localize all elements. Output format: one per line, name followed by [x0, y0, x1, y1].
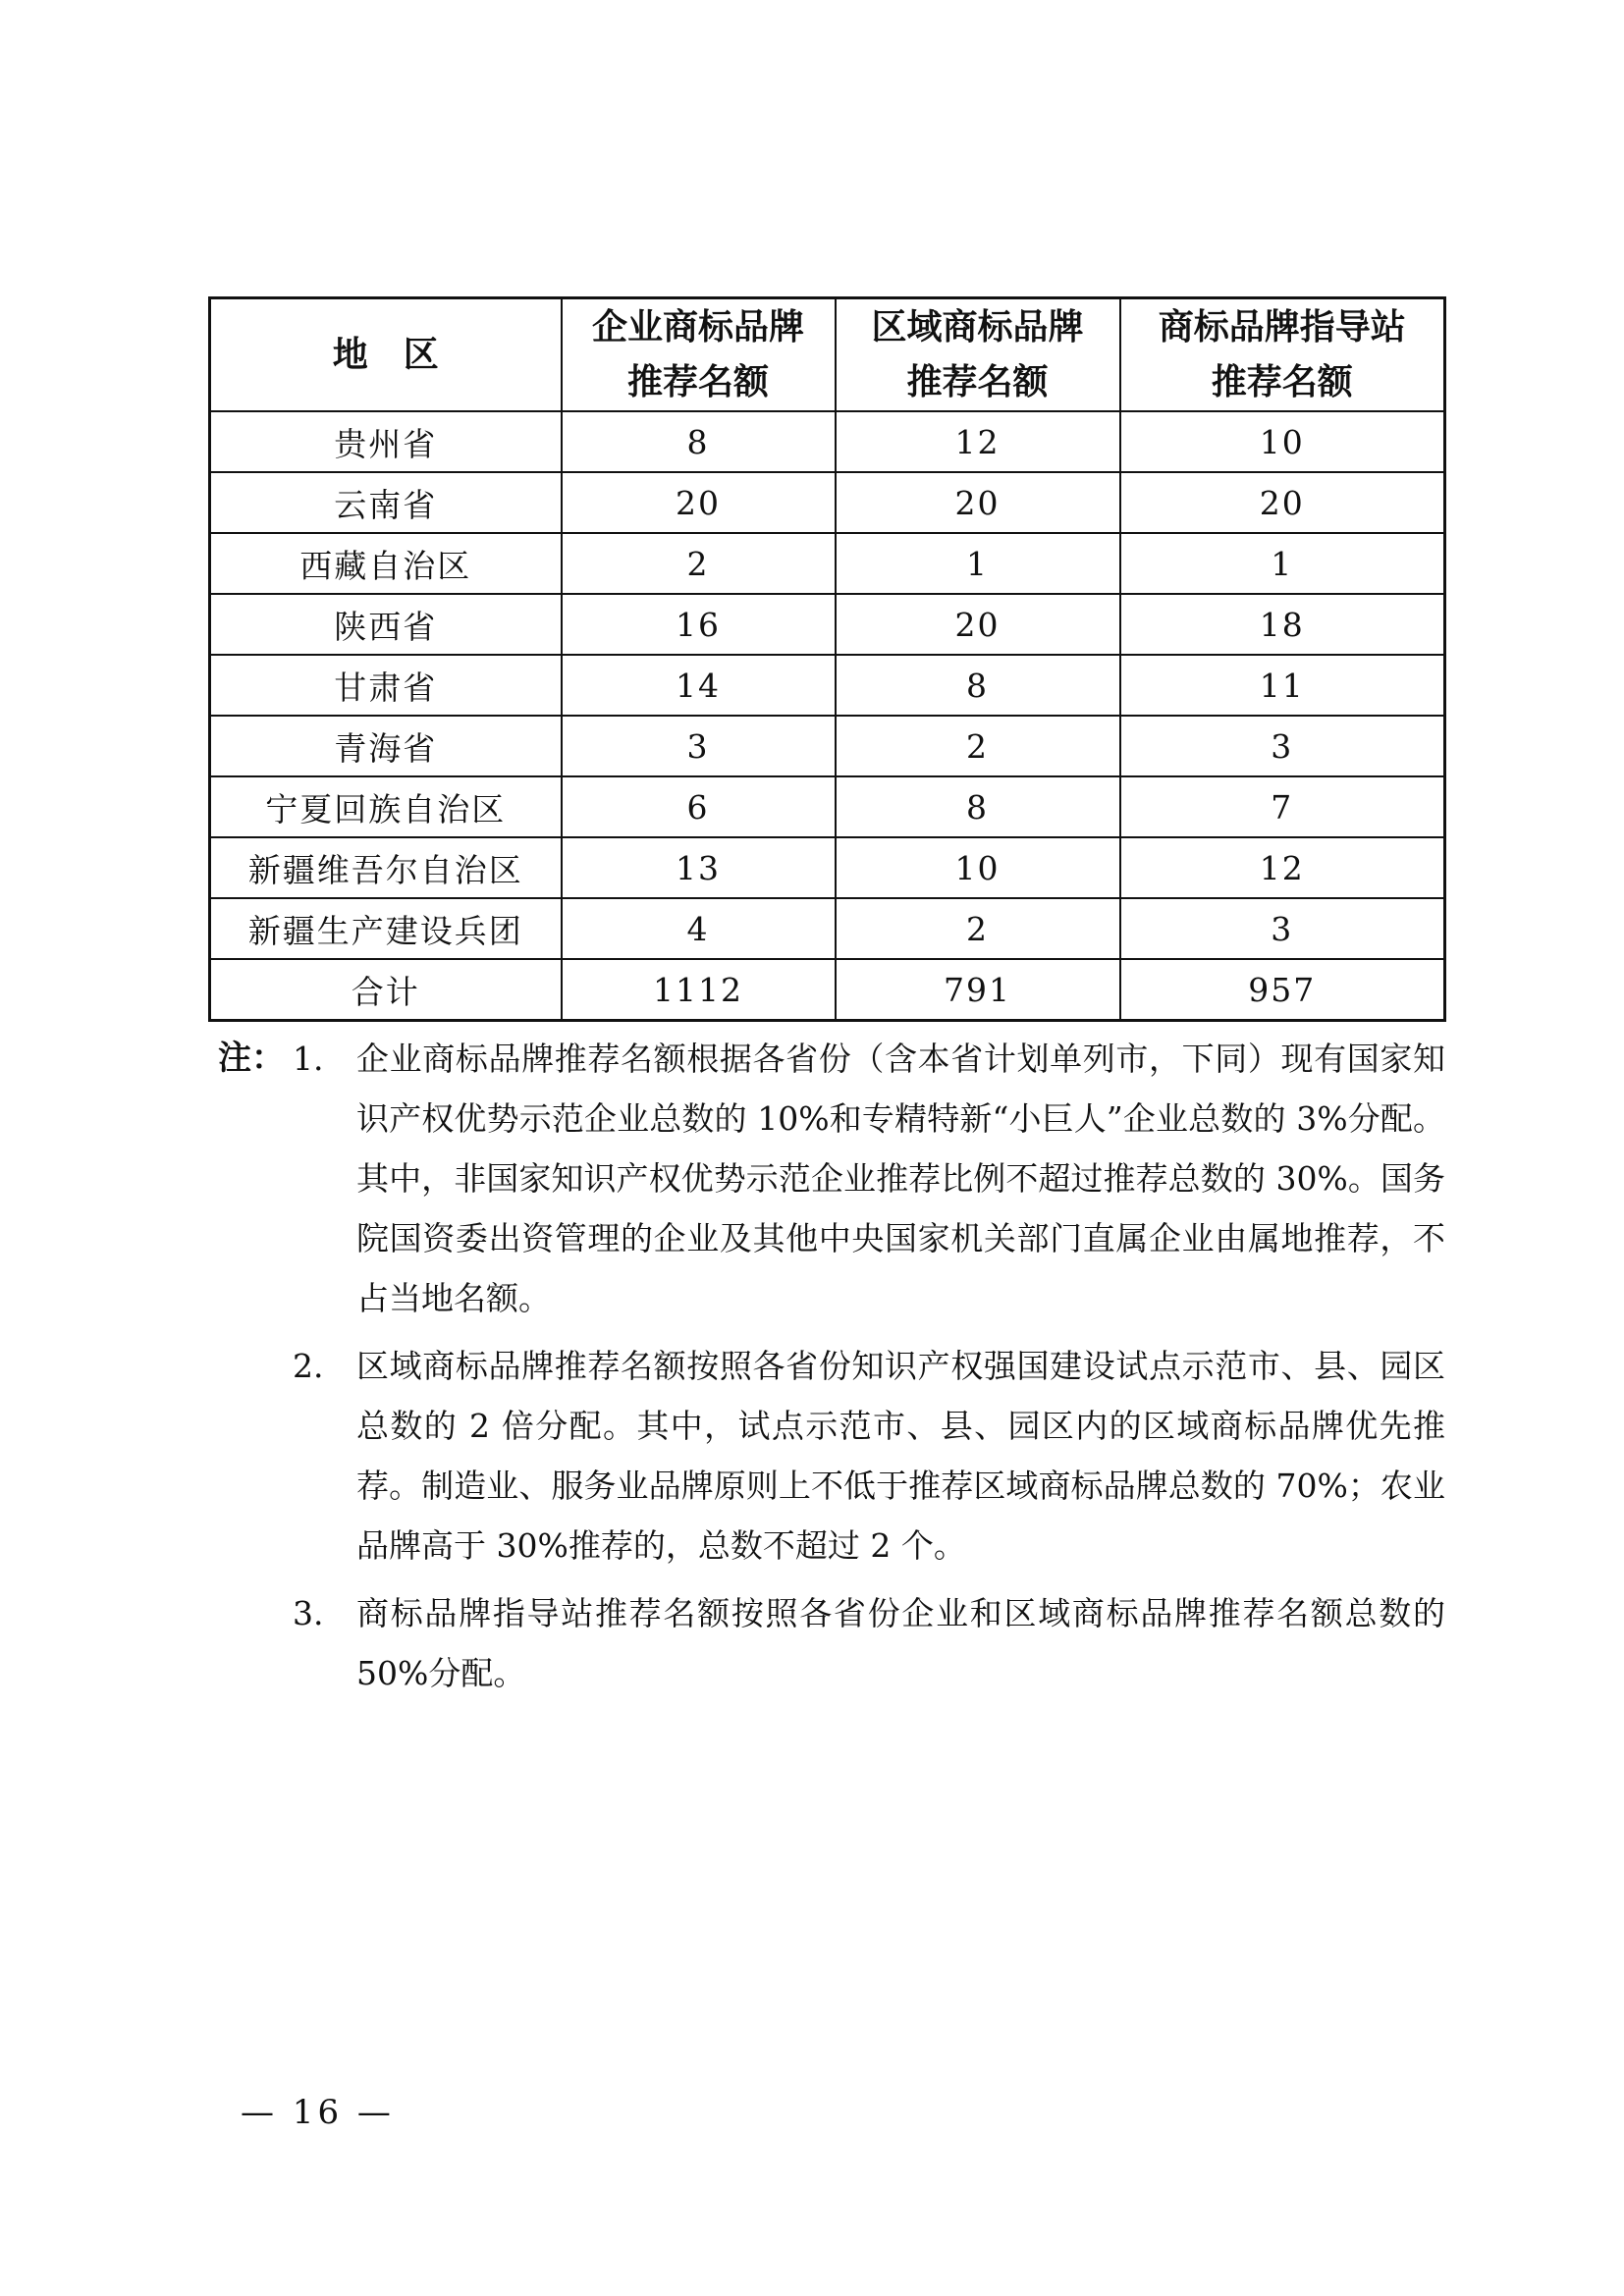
quota-cell: 10 [1120, 411, 1445, 472]
quota-cell: 8 [836, 776, 1120, 837]
note-item-3 [218, 1583, 1445, 1703]
table-row [210, 959, 1445, 1021]
notes-section [218, 1029, 1445, 1703]
quota-cell: 1112 [562, 959, 836, 1021]
quota-cell: 13 [562, 837, 836, 898]
column-header-line: 区域商标品牌 [871, 306, 1084, 347]
quota-cell: 6 [562, 776, 836, 837]
table-row [210, 837, 1445, 898]
quota-cell: 12 [1120, 837, 1445, 898]
quota-cell: 2 [836, 716, 1120, 776]
quota-cell: 8 [562, 411, 836, 472]
note-item-1 [218, 1029, 1445, 1328]
notes-prefix: 注： [218, 1039, 285, 1078]
note-text: 企业商标品牌推荐名额根据各省份（含本省计划单列市，下同）现有国家知识产权优势示范企业总数的 10%和专精特新“小巨人”企业总数的 3%分配。其中，非国家知识产权优势示范企业推荐比例不超过推荐总数的 30%。国务院国资委出资管理的企业及其他中央国家机关部门直属企业由属地推荐，不占当地名额。 [356, 1040, 1445, 1317]
quota-cell: 4 [562, 898, 836, 959]
quota-cell: 3 [1120, 716, 1445, 776]
table-row [210, 655, 1445, 716]
region-cell: 陕西省 [210, 594, 562, 655]
region-cell: 新疆维吾尔自治区 [210, 837, 562, 898]
region-cell: 西藏自治区 [210, 533, 562, 594]
column-header-line: 推荐名额 [906, 361, 1049, 402]
column-header [210, 298, 562, 412]
quota-cell: 11 [1120, 655, 1445, 716]
quota-cell: 1 [1120, 533, 1445, 594]
note-item-2 [218, 1336, 1445, 1575]
quota-cell: 3 [562, 716, 836, 776]
table-row [210, 472, 1445, 533]
column-header-line: 地 区 [332, 334, 439, 375]
quota-cell: 7 [1120, 776, 1445, 837]
note-number: 1. [293, 1040, 324, 1078]
quota-cell: 2 [836, 898, 1120, 959]
quota-cell: 10 [836, 837, 1120, 898]
table-body [210, 411, 1445, 1021]
note-number: 2. [293, 1347, 324, 1385]
region-cell: 新疆生产建设兵团 [210, 898, 562, 959]
quota-cell: 2 [562, 533, 836, 594]
quota-cell: 8 [836, 655, 1120, 716]
quota-cell: 18 [1120, 594, 1445, 655]
column-header-line: 商标品牌指导站 [1158, 306, 1406, 347]
column-header [562, 298, 836, 412]
header-row [210, 298, 1445, 412]
note-text: 商标品牌指导站推荐名额按照各省份企业和区域商标品牌推荐名额总数的 50%分配。 [356, 1594, 1445, 1692]
note-number: 3. [293, 1594, 324, 1632]
column-header-line: 企业商标品牌 [591, 306, 804, 347]
table-row [210, 776, 1445, 837]
column-header [1120, 298, 1445, 412]
column-header-line: 推荐名额 [626, 361, 769, 402]
quota-cell: 20 [836, 472, 1120, 533]
column-header-line: 推荐名额 [1211, 361, 1353, 402]
region-cell: 甘肃省 [210, 655, 562, 716]
quota-cell: 14 [562, 655, 836, 716]
region-cell: 合计 [210, 959, 562, 1021]
table-row [210, 716, 1445, 776]
quota-cell: 20 [562, 472, 836, 533]
note-text: 区域商标品牌推荐名额按照各省份知识产权强国建设试点示范市、县、园区总数的 2 倍分配。其中，试点示范市、县、园区内的区域商标品牌优先推荐。制造业、服务业品牌原则上不低于推荐区域商标品牌总数的 70%；农业品牌高于 30%推荐的，总数不超过 2 个。 [356, 1347, 1445, 1565]
region-cell: 青海省 [210, 716, 562, 776]
quota-cell: 12 [836, 411, 1120, 472]
region-cell: 宁夏回族自治区 [210, 776, 562, 837]
table-row [210, 594, 1445, 655]
page-number: — 16 — [241, 2093, 395, 2132]
table-header [210, 298, 1445, 412]
quota-cell: 1 [836, 533, 1120, 594]
quota-cell: 3 [1120, 898, 1445, 959]
quota-cell: 20 [836, 594, 1120, 655]
quota-cell: 20 [1120, 472, 1445, 533]
table-row [210, 411, 1445, 472]
quota-cell: 957 [1120, 959, 1445, 1021]
region-cell: 云南省 [210, 472, 562, 533]
table-row [210, 898, 1445, 959]
quota-cell: 16 [562, 594, 836, 655]
region-cell: 贵州省 [210, 411, 562, 472]
column-header [836, 298, 1120, 412]
quota-table [208, 296, 1446, 1022]
quota-cell: 791 [836, 959, 1120, 1021]
table-row [210, 533, 1445, 594]
